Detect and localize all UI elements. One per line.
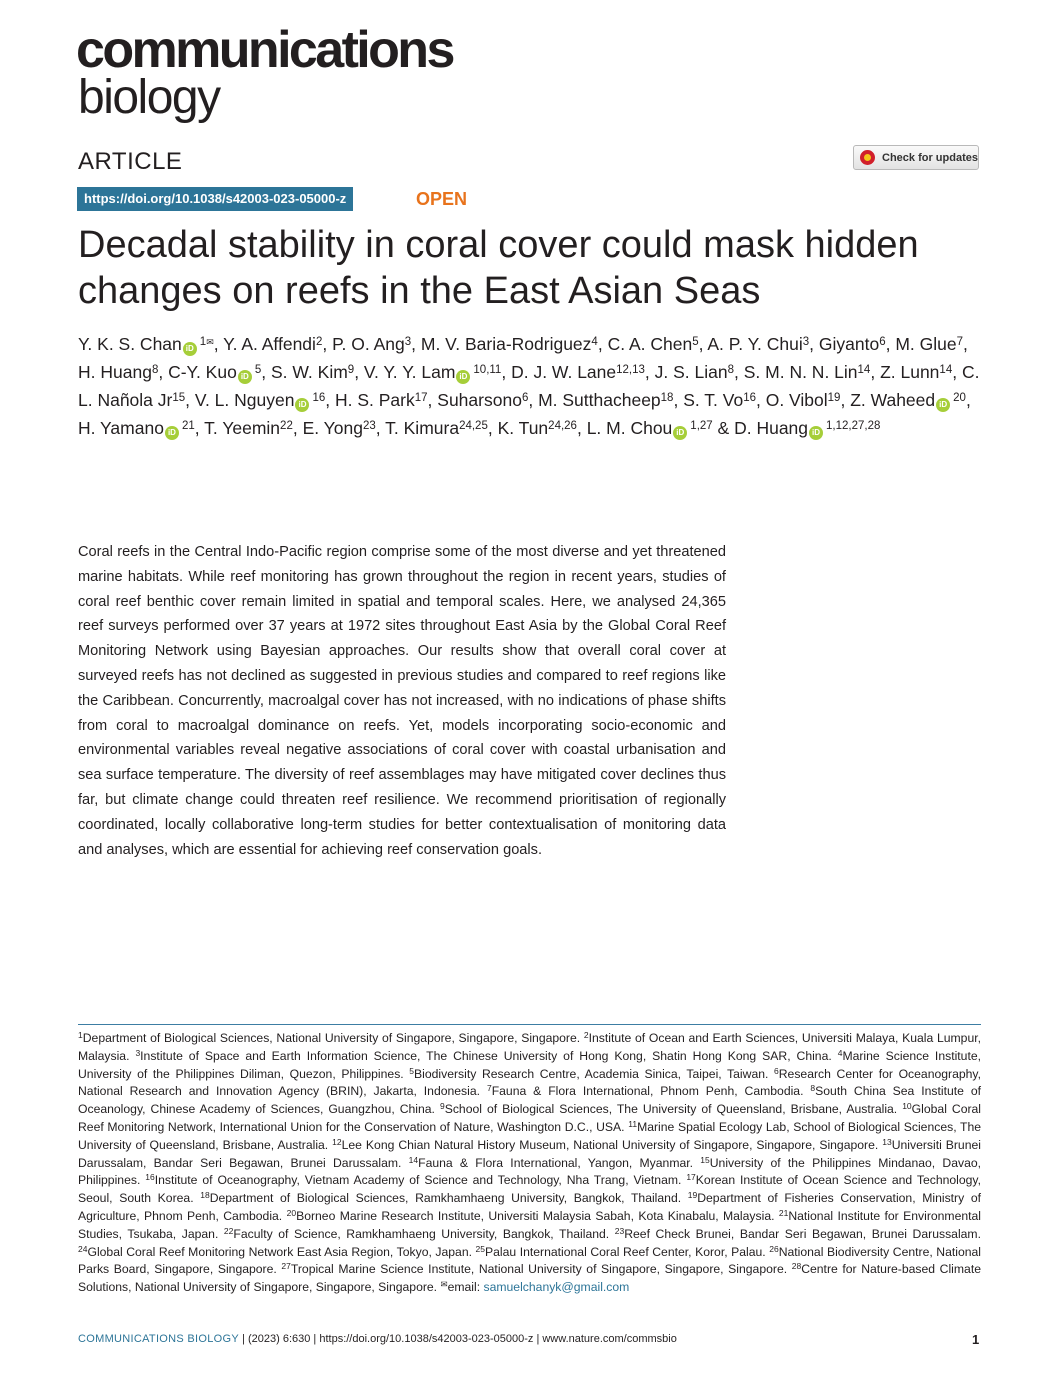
author-name[interactable]: V. Y. Y. Lam	[363, 362, 456, 382]
affiliation-text: Institute of Oceanography, Vietnam Academy of Science and Technology, Nha Trang, Vietnam.	[154, 1173, 682, 1188]
author-name[interactable]: V. L. Nguyen	[194, 390, 295, 410]
affiliations-divider	[78, 1024, 981, 1025]
author-affiliation-ref: 8	[151, 364, 159, 376]
author-name[interactable]: T. Yeemin	[204, 418, 281, 438]
author	[587, 418, 713, 438]
article-type-label: ARTICLE	[78, 148, 183, 175]
author-name[interactable]: J. S. Lian	[654, 362, 728, 382]
affiliation-number: 28	[791, 1261, 802, 1272]
author-name[interactable]: P. O. Ang	[332, 334, 405, 354]
author-affiliation-ref: 5	[254, 364, 262, 376]
author-name[interactable]: L. M. Chou	[586, 418, 673, 438]
affiliation-number: 19	[687, 1190, 698, 1201]
author-affiliation-ref: 3	[404, 336, 412, 348]
author	[880, 362, 952, 382]
author	[385, 418, 488, 438]
author-affiliation-ref: 6	[879, 336, 886, 348]
author-name[interactable]: A. P. Y. Chui	[707, 334, 803, 354]
affiliation-number: 4	[837, 1047, 843, 1058]
page-number: 1	[972, 1332, 980, 1347]
author-affiliation-ref: 24,25	[459, 420, 488, 432]
affiliation-text: Reef Check Brunei, Bandar Seri Begawan, Brunei Darussalam.	[624, 1226, 981, 1241]
author-name[interactable]: M. Glue	[895, 334, 957, 354]
affiliation-number: 14	[408, 1154, 419, 1165]
author	[168, 362, 261, 382]
article-title: Decadal stability in coral cover could mask hidden changes on reefs in the East Asian Seas	[78, 224, 919, 312]
affiliation-number: 25	[475, 1243, 485, 1254]
orcid-icon[interactable]: iD	[673, 426, 687, 440]
affiliation-text: Department of Fisheries Conservation, Ministry of Agriculture, Phnom Penh, Cambodia.	[78, 1191, 981, 1223]
author	[766, 390, 841, 410]
author-name[interactable]: Z. Waheed	[850, 390, 936, 410]
affiliation-text: Marine Science Institute, University of the Philippines Diliman, Quezon, Philippines.	[78, 1048, 982, 1081]
affiliation-number: 20	[286, 1207, 297, 1218]
abstract: Coral reefs in the Central Indo-Pacific region comprise some of the most diverse and yet threatened marine habitats. While reef monitoring has grown throughout the region in recent years, studies of coral reef benthic cover remain limited in spatial and temporal scales. Here, we analysed 24,365 reef surveys performed over 37 years at 1972 sites throughout East Asia by the Global Coral Reef Monitoring Network using Bayesian approaches. Our results show that overall coral cover at surveyed reefs has not declined as suggested in previous studies and compared to reef regions like the Caribbean. Concurrently, macroalgal cover has not increased, with no indications of phase shifts from coral to macroalgal dominance on reefs. Yet, models incorporating socio-economic and environmental variables reveal negative associations of coral cover with coastal urbanisation and sea surface temperature. The diversity of reef assemblages may have mitigated cover declines thus far, but climate change could threaten reef resilience. We recommend prioritisation of regionally coordinated, locally collaborative long-term studies for better contextualisation of monitoring data and analyses, which are essential for achieving reef conservation goals.	[78, 544, 726, 858]
affiliation-text: Centre for Nature-based Climate Solutions, National University of Singapore, Singapore, Singapore.	[78, 1262, 981, 1295]
affiliation-number: 24	[78, 1243, 88, 1254]
author-affiliation-ref: 16	[312, 392, 326, 404]
affiliation-number: 8	[810, 1083, 816, 1094]
orcid-icon[interactable]: iD	[936, 398, 950, 412]
author	[608, 334, 699, 354]
author	[78, 362, 158, 382]
affiliations	[78, 1030, 981, 1297]
author-name[interactable]: C. L. Nañola Jr	[78, 362, 980, 410]
author-name[interactable]: S. T. Vo	[683, 390, 744, 410]
author-name[interactable]: S. W. Kim	[270, 362, 348, 382]
author-affiliation-ref: 1✉	[199, 336, 214, 348]
affiliation-text: Lee Kong Chian Natural History Museum, National University of Singapore, Singapore, Singapore.	[341, 1137, 879, 1152]
author-affiliation-ref: 20	[953, 392, 966, 404]
author	[421, 334, 598, 354]
affiliation-number: 22	[223, 1225, 234, 1236]
author	[332, 334, 411, 354]
orcid-icon[interactable]: iD	[456, 370, 470, 384]
affiliation-number: 13	[882, 1136, 892, 1147]
author-affiliation-ref: 3	[802, 336, 810, 348]
affiliation-number: 6	[774, 1065, 779, 1076]
affiliation-number: 17	[686, 1172, 696, 1183]
author-affiliation-ref: 10,11	[473, 364, 502, 376]
affiliation-text: Global Coral Reef Monitoring Network East Asia Region, Tokyo, Japan.	[87, 1244, 472, 1259]
author	[78, 334, 214, 354]
author-affiliation-ref: 23	[362, 420, 376, 432]
affiliation-text: Department of Biological Sciences, National University of Singapore, Singapore, Singapore.	[82, 1031, 581, 1045]
author-affiliation-ref: 8	[727, 364, 735, 376]
affiliation-text: Marine Spatial Ecology Lab, School of Biological Sciences, The University of Queensland, Brisbane, Australia.	[78, 1119, 982, 1152]
affiliation-number: 2	[583, 1030, 589, 1040]
affiliation-text: Tropical Marine Science Institute, National University of Singapore, Singapore, Singapore.	[290, 1262, 788, 1277]
email-icon: ✉	[440, 1279, 448, 1290]
author	[335, 390, 428, 410]
affiliation-number: 26	[769, 1243, 779, 1254]
author	[204, 418, 293, 438]
author	[78, 418, 195, 438]
author	[850, 390, 966, 410]
email-icon[interactable]: ✉	[206, 337, 214, 347]
orcid-icon[interactable]: iD	[238, 370, 252, 384]
check-for-updates-button[interactable]	[853, 145, 979, 170]
author-affiliation-ref: 16	[743, 392, 756, 404]
author-name[interactable]: H. S. Park	[335, 390, 415, 410]
footer-journal-name[interactable]: COMMUNICATIONS BIOLOGY	[78, 1333, 240, 1345]
author-affiliation-ref: 2	[315, 336, 323, 348]
affiliation-text: Global Coral Reef Monitoring Network, International Union for the Conservation of Nature, Washington D.C., USA.	[78, 1102, 982, 1134]
author	[683, 390, 756, 410]
author-name[interactable]: E. Yong	[302, 418, 363, 438]
author-affiliation-ref: 5	[692, 336, 699, 348]
doi-link[interactable]: https://doi.org/10.1038/s42003-023-05000-z	[77, 187, 353, 211]
affiliation-text: Fauna & Flora International, Yangon, Myanmar.	[418, 1155, 694, 1170]
affiliation-text: Korean Institute of Ocean Science and Technology, Seoul, South Korea.	[78, 1173, 982, 1206]
journal-name-line1: communications	[76, 21, 453, 79]
orcid-icon[interactable]: iD	[295, 398, 309, 412]
check-for-updates-label: Check for updates	[882, 151, 978, 164]
author-affiliation-ref: 17	[414, 392, 428, 404]
author-list: Y. K. S. Chan $iD^{1✉}$, Y. A. Affendi$^2$, P. O. Ang$^3$, M. V. Baria-Rodriguez$^4$, C. A. Chen$^5$, A. P. Y. Chui$^3$, Giyanto$^6$, M. Glue$^7$, H. Huang$^8$, C-Y. Kuo $iD^5$, S. W. Kim$^9$, V. Y. Y. Lam iD$^{10,11}$, D. J. W. Lane$^{12,13}$, J. S. Lian$^8$, S. M. N. N. Lin$^{14}$, Z. Lunn$^{14}$, C. L. Nañola Jr$^{15}$, V. L. Nguyen $iD^{16}$, H. S. Park$^{17}$, Suharsono$^6$, M. Sutthacheep$^{18}$, S. T. Vo$^{16}$, O. Vibol$^{19}$, Z. Waheed $iD^{20}$, H. Yamano $iD^{21}$, T. Yeemin$^{22}$, E. Yong$^{23}$, T. Kimura$^{24,25}$, K. Tun$^{24,26}$, L. M. Chou iD$^{1,27}$ & D. Huang iD$^{1,12,27,28}$	[78, 334, 980, 438]
author	[195, 390, 325, 410]
author	[364, 362, 501, 382]
author	[437, 390, 528, 410]
page-footer	[78, 1333, 677, 1345]
affiliation-text: South China Sea Institute of Oceanology, Chinese Academy of Sciences, Guangzhou, China.	[78, 1084, 982, 1117]
author	[271, 362, 354, 382]
author-name[interactable]: T. Kimura	[385, 418, 460, 438]
affiliation-number: 16	[145, 1172, 155, 1183]
author	[744, 362, 871, 382]
author-affiliation-ref: 19	[827, 392, 841, 404]
affiliation-text: Palau International Coral Reef Center, Koror, Palau.	[485, 1244, 766, 1259]
affiliation-number: 1	[78, 1030, 83, 1040]
affiliation-number: 15	[700, 1154, 710, 1165]
author-affiliation-ref: 12,13	[616, 364, 645, 376]
author-affiliation-ref: 22	[280, 420, 293, 432]
author-affiliation-ref: 4	[591, 336, 598, 348]
author-name[interactable]: O. Vibol	[765, 390, 828, 410]
affiliation-text: University of the Philippines Mindanao, Davao, Philippines.	[78, 1155, 982, 1188]
affiliation-text: School of Biological Sciences, The University of Queensland, Brisbane, Australia.	[444, 1102, 898, 1117]
author	[734, 418, 880, 438]
open-access-badge: OPEN	[416, 189, 468, 209]
author-name[interactable]: S. M. N. N. Lin	[743, 362, 858, 382]
affiliation-text: Fauna & Flora International, Phnom Penh, Cambodia.	[491, 1084, 804, 1099]
orcid-icon[interactable]: iD	[809, 426, 823, 440]
affiliation-number: 23	[614, 1225, 625, 1236]
affiliation-number: 21	[778, 1207, 789, 1218]
author-name[interactable]: D. Huang	[734, 418, 809, 438]
email-label: email:	[447, 1280, 484, 1295]
author-name[interactable]: Giyanto	[818, 334, 880, 354]
author-name[interactable]: Z. Lunn	[880, 362, 940, 382]
author-name[interactable]: M. Sutthacheep	[538, 390, 661, 410]
author	[498, 418, 577, 438]
author-affiliation-ref: 9	[347, 364, 355, 376]
email-link[interactable]: samuelchanyk@gmail.com	[483, 1280, 630, 1295]
affiliation-number: 10	[902, 1101, 912, 1112]
author-name[interactable]: D. J. W. Lane	[511, 362, 617, 382]
author-name[interactable]: Y. K. S. Chan	[78, 334, 182, 354]
author	[655, 362, 734, 382]
author-affiliation-ref: 6	[521, 392, 529, 404]
author-name[interactable]: C-Y. Kuo	[168, 362, 237, 382]
author-name[interactable]: Y. A. Affendi	[223, 334, 316, 354]
author-affiliation-ref: 15	[172, 392, 186, 404]
affiliation-text: National Institute for Environmental Studies, Tsukaba, Japan.	[78, 1208, 982, 1241]
author	[538, 390, 673, 410]
affiliation-number: 11	[628, 1118, 638, 1129]
orcid-icon[interactable]: iD	[183, 342, 197, 356]
affiliation-text: Institute of Space and Earth Information Science, The Chinese University of Hong Kong, Shatin Hong Kong SAR, China.	[140, 1048, 832, 1063]
author-affiliation-ref: 21	[181, 420, 195, 432]
affiliation-text: Biodiversity Research Centre, Academia Sinica, Taipei, Taiwan.	[414, 1066, 769, 1081]
affiliation-number: 9	[439, 1101, 445, 1112]
author	[819, 334, 886, 354]
author	[303, 418, 376, 438]
author	[511, 362, 645, 382]
author	[895, 334, 963, 354]
author-affiliation-ref: 24,26	[548, 420, 577, 432]
affiliation-number: 7	[486, 1083, 492, 1094]
author-name[interactable]: C. A. Chen	[607, 334, 693, 354]
affiliation-text: Institute of Ocean and Earth Sciences, Universiti Malaya, Kuala Lumpur, Malaysia.	[78, 1031, 982, 1063]
affiliation-text: Borneo Marine Research Institute, Universiti Malaysia Sabah, Kota Kinabalu, Malaysia.	[296, 1208, 775, 1223]
author-affiliation-ref: 1,12,27,28	[826, 420, 881, 432]
affiliation-number: 12	[332, 1136, 342, 1147]
author-affiliation-ref: 7	[956, 336, 964, 348]
journal-name-line2: biology	[78, 71, 220, 124]
author-affiliation-ref: 18	[660, 392, 674, 404]
affiliation-text: Faculty of Science, Ramkhamhaeng University, Bangkok, Thailand.	[233, 1226, 610, 1241]
author-name[interactable]: M. V. Baria-Rodriguez	[420, 334, 592, 354]
affiliation-number: 27	[281, 1261, 291, 1272]
orcid-icon[interactable]: iD	[165, 426, 179, 440]
author-affiliation-ref: 1,27	[690, 420, 713, 432]
affiliation-text: National Biodiversity Centre, National Parks Board, Singapore, Singapore.	[78, 1244, 982, 1277]
crossmark-icon	[860, 150, 875, 165]
affiliation-text: Department of Biological Sciences, Ramkhamhaeng University, Bangkok, Thailand.	[209, 1191, 682, 1206]
author	[223, 334, 322, 354]
author	[707, 334, 809, 354]
affiliation-number: 3	[135, 1047, 141, 1058]
affiliation-text: Universiti Brunei Darussalam, Bandar Seri Begawan, Brunei Darussalam.	[78, 1137, 981, 1170]
footer-citation: | (2023) 6:630 | https://doi.org/10.1038/s42003-023-05000-z | www.nature.com/commsbio	[239, 1333, 677, 1345]
affiliation-number: 18	[200, 1190, 210, 1201]
affiliation-number: 5	[409, 1065, 415, 1076]
author-affiliation-ref: 14	[939, 364, 953, 376]
author-name[interactable]: K. Tun	[497, 418, 549, 438]
author-affiliation-ref: 14	[857, 364, 871, 376]
author-name[interactable]: Suharsono	[437, 390, 522, 410]
affiliation-text: Research Center for Oceanography, National Research and Innovation Agency (BRIN), Jakarta, Indonesia.	[78, 1066, 981, 1099]
author-name[interactable]: H. Yamano	[78, 418, 164, 438]
author-name[interactable]: H. Huang	[78, 362, 152, 382]
